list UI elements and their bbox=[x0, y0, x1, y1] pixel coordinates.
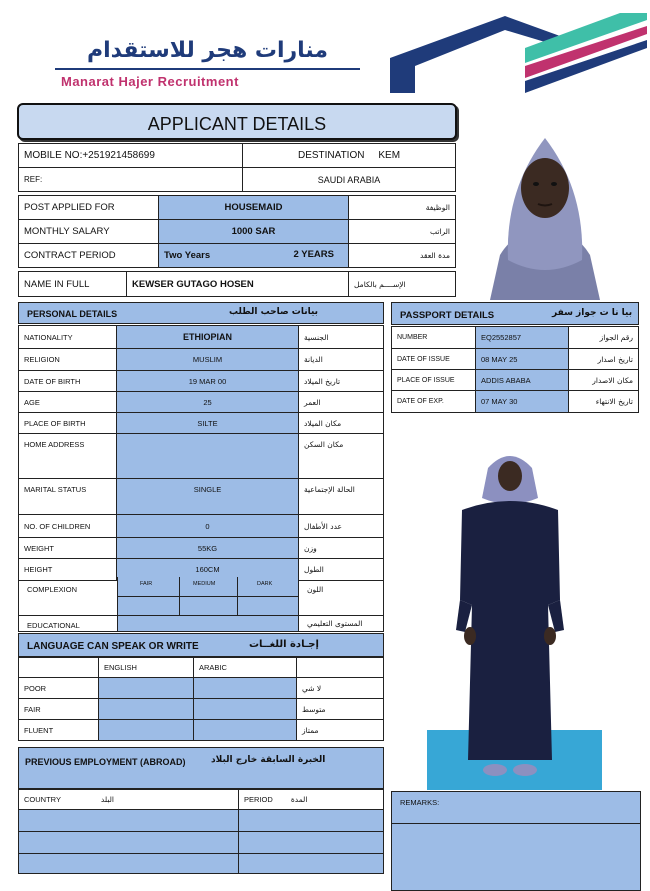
complexion-fair-box bbox=[117, 577, 179, 615]
language-col-arabic: ARABIC bbox=[194, 658, 297, 678]
employment-title-ar: الخبرة السابقة خارج البلاد bbox=[211, 755, 326, 765]
complexion-label: COMPLEXION bbox=[27, 585, 78, 594]
language-col-blank bbox=[297, 658, 384, 678]
name-table bbox=[18, 271, 456, 297]
language-table bbox=[18, 657, 384, 741]
weight-ar: وزن bbox=[299, 538, 384, 559]
children-ar: عدد الأطفال bbox=[299, 515, 384, 538]
employment-country-input bbox=[19, 832, 239, 854]
page-title-box bbox=[17, 103, 457, 140]
house-logo-icon bbox=[385, 8, 650, 93]
contract-value-years: 2 YEARS bbox=[293, 249, 334, 260]
passport-expiry-value: 07 MAY 30 bbox=[476, 391, 569, 413]
contract-label: CONTRACT PERIOD bbox=[19, 244, 159, 268]
language-title: LANGUAGE CAN SPEAK OR WRITE bbox=[27, 641, 199, 652]
language-fair-english bbox=[99, 699, 194, 720]
language-corner bbox=[19, 658, 99, 678]
salary-label: MONTHLY SALARY bbox=[19, 220, 159, 244]
employment-period-input bbox=[239, 854, 384, 874]
passport-title: PASSPORT DETAILS bbox=[400, 310, 495, 321]
complexion-divider bbox=[238, 596, 298, 597]
ref-label: REF: bbox=[19, 168, 243, 192]
age-ar: العمر bbox=[299, 392, 384, 413]
home-address-value bbox=[117, 434, 299, 479]
age-label: AGE bbox=[19, 392, 117, 413]
religion-ar: الديانة bbox=[299, 349, 384, 371]
destination-country: SAUDI ARABIA bbox=[243, 168, 456, 192]
name-value: KEWSER GUTAGO HOSEN bbox=[127, 272, 349, 297]
complexion-fair: FAIR bbox=[140, 581, 153, 587]
name-label: NAME IN FULL bbox=[19, 272, 127, 297]
employment-country-cell bbox=[19, 790, 239, 810]
passport-issue-date-value: 08 MAY 25 bbox=[476, 349, 569, 370]
remarks-divider bbox=[392, 823, 640, 824]
complexion-dark-box bbox=[237, 577, 299, 615]
employment-period-ar: المدة bbox=[290, 795, 308, 804]
contact-table bbox=[18, 143, 456, 192]
destination-label: DESTINATION bbox=[297, 150, 365, 161]
employment-header bbox=[18, 747, 384, 789]
children-value: 0 bbox=[117, 515, 299, 538]
marital-status-label: MARITAL STATUS bbox=[19, 479, 117, 515]
personal-details-table bbox=[18, 325, 384, 581]
language-poor-label: POOR bbox=[19, 678, 99, 699]
language-fluent-arabic bbox=[194, 720, 297, 741]
personal-details-header bbox=[18, 302, 384, 324]
passport-expiry-ar: تاريخ الانتهاء bbox=[569, 391, 639, 413]
height-label: HEIGHT bbox=[19, 559, 117, 581]
job-table bbox=[18, 195, 456, 268]
post-value: HOUSEMAID bbox=[159, 196, 349, 220]
language-fair-arabic bbox=[194, 699, 297, 720]
employment-period-label: PERIOD bbox=[244, 795, 273, 804]
language-fluent-english bbox=[99, 720, 194, 741]
religion-label: RELIGION bbox=[19, 349, 117, 371]
height-value: 160CM bbox=[117, 559, 299, 581]
passport-expiry-label: DATE OF EXP. bbox=[392, 391, 476, 413]
education-row bbox=[18, 616, 384, 632]
employment-table bbox=[18, 789, 384, 874]
language-poor-english bbox=[99, 678, 194, 699]
place-of-birth-label: PLACE OF BIRTH bbox=[19, 413, 117, 434]
contract-label-ar: مدة العقد bbox=[349, 244, 456, 268]
complexion-medium-box bbox=[179, 577, 237, 615]
employment-period-cell bbox=[239, 790, 384, 810]
language-header bbox=[18, 633, 384, 657]
employment-period-input bbox=[239, 832, 384, 854]
complexion-divider bbox=[180, 596, 237, 597]
page-title: APPLICANT DETAILS bbox=[147, 114, 327, 134]
place-of-birth-ar: مكان الميلاد bbox=[299, 413, 384, 434]
religion-value: MUSLIM bbox=[117, 349, 299, 371]
salary-value: 1000 SAR bbox=[159, 220, 349, 244]
home-address-label: HOME ADDRESS bbox=[19, 434, 117, 479]
logo-english-text: Manarat Hajer Recruitment bbox=[61, 74, 239, 89]
education-ar: المستوى التعليمي bbox=[307, 619, 363, 628]
passport-issue-date-ar: تاريخ اصدار bbox=[569, 349, 639, 370]
personal-details-title: PERSONAL DETAILS bbox=[27, 309, 118, 319]
passport-issue-place-label: PLACE OF ISSUE bbox=[392, 370, 476, 391]
education-value bbox=[117, 616, 299, 631]
destination-value: KEM bbox=[378, 150, 401, 161]
language-fluent-label: FLUENT bbox=[19, 720, 99, 741]
language-fair-ar: متوسط bbox=[297, 699, 384, 720]
contract-value bbox=[159, 244, 349, 268]
education-label: EDUCATIONAL bbox=[27, 621, 80, 630]
employment-country-input bbox=[19, 854, 239, 874]
dob-value: 19 MAR 00 bbox=[117, 371, 299, 392]
nationality-ar: الجنسية bbox=[299, 326, 384, 349]
employment-country-ar: البلد bbox=[100, 795, 114, 804]
weight-value: 55KG bbox=[117, 538, 299, 559]
passport-issue-place-ar: مكان الاصدار bbox=[569, 370, 639, 391]
complexion-ar: اللون bbox=[307, 585, 324, 594]
age-value: 25 bbox=[117, 392, 299, 413]
employment-country-label: COUNTRY bbox=[24, 795, 61, 804]
mobile-number: MOBILE NO:+251921458699 bbox=[19, 144, 243, 168]
language-poor-arabic bbox=[194, 678, 297, 699]
complexion-dark: DARK bbox=[257, 581, 273, 587]
complexion-row bbox=[18, 577, 384, 616]
height-ar: الطول bbox=[299, 559, 384, 581]
destination-cell bbox=[243, 144, 456, 168]
post-label: POST APPLIED FOR bbox=[19, 196, 159, 220]
passport-issue-place-value: ADDIS ABABA bbox=[476, 370, 569, 391]
logo-arabic-text: منارات هجر للاستقدام bbox=[86, 38, 329, 63]
passport-header bbox=[391, 302, 639, 325]
passport-number-ar: رقم الجواز bbox=[569, 327, 639, 349]
nationality-value: ETHIOPIAN bbox=[117, 326, 299, 349]
post-label-ar: الوظيفة bbox=[349, 196, 456, 220]
logo bbox=[55, 30, 645, 100]
passport-title-ar: بيا نا ت جواز سفر bbox=[552, 308, 633, 318]
children-label: NO. OF CHILDREN bbox=[19, 515, 117, 538]
passport-number-label: NUMBER bbox=[392, 327, 476, 349]
home-address-ar: مكان السكن bbox=[299, 434, 384, 479]
contract-value-words: Two Years bbox=[164, 250, 211, 261]
passport-table bbox=[391, 326, 639, 413]
place-of-birth-value: SILTE bbox=[117, 413, 299, 434]
remarks-label: REMARKS: bbox=[400, 798, 440, 807]
logo-underline bbox=[55, 68, 360, 70]
salary-label-ar: الراتب bbox=[349, 220, 456, 244]
dob-label: DATE OF BIRTH bbox=[19, 371, 117, 392]
language-poor-ar: لا شي bbox=[297, 678, 384, 699]
nationality-label: NATIONALITY bbox=[19, 326, 117, 349]
passport-issue-date-label: DATE OF ISSUE bbox=[392, 349, 476, 370]
passport-number-value: EQ2552857 bbox=[476, 327, 569, 349]
language-col-english: ENGLISH bbox=[99, 658, 194, 678]
language-fair-label: FAIR bbox=[19, 699, 99, 720]
language-title-ar: إجـادة اللغــات bbox=[249, 639, 319, 650]
full-body-photo bbox=[390, 440, 640, 790]
portrait-photo bbox=[460, 130, 630, 300]
personal-details-title-ar: بيانات صاحب الطلب bbox=[229, 307, 319, 317]
weight-label: WEIGHT bbox=[19, 538, 117, 559]
name-label-ar: الإســــم بالكامل bbox=[349, 272, 456, 297]
marital-status-value: SINGLE bbox=[117, 479, 299, 515]
remarks-box bbox=[391, 791, 641, 891]
complexion-divider bbox=[118, 596, 179, 597]
marital-status-ar: الحالة الإجتماعية bbox=[299, 479, 384, 515]
complexion-medium: MEDIUM bbox=[193, 581, 216, 587]
language-fluent-ar: ممتاز bbox=[297, 720, 384, 741]
employment-country-input bbox=[19, 810, 239, 832]
employment-period-input bbox=[239, 810, 384, 832]
employment-title: PREVIOUS EMPLOYMENT (ABROAD) bbox=[25, 757, 186, 767]
dob-ar: تاريخ الميلاد bbox=[299, 371, 384, 392]
